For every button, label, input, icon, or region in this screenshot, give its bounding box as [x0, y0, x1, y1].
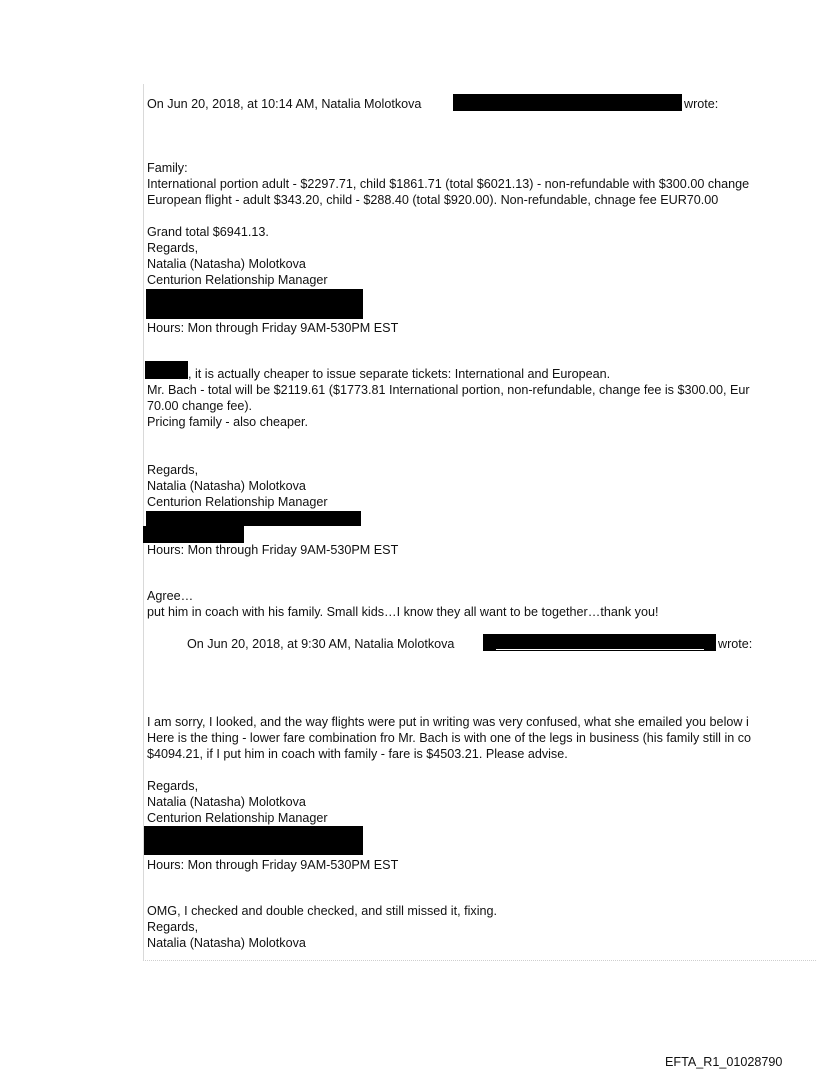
email-1-header-suffix: wrote:	[684, 97, 719, 111]
lower-fare-line: Here is the thing - lower fare combination fro Mr. Bach is with one of the legs in business (his family still in co	[147, 731, 752, 745]
email-1-hours: Hours: Mon through Friday 9AM-530PM EST	[147, 321, 399, 335]
bach-total-line-1: Mr. Bach - total will be $2119.61 ($1773.81 International portion, non-refundable, change fee is $300.00, Eur	[147, 383, 750, 397]
redaction-underline-artifact	[496, 649, 704, 650]
redaction-signature-contact-3	[144, 826, 363, 855]
international-portion-line: International portion adult - $2297.71, child $1861.71 (total $6021.13) - non-refundable with $300.00 change	[147, 177, 750, 191]
agree-line: Agree…	[147, 589, 194, 603]
email-2-regards: Regards,	[147, 463, 199, 477]
document-id-footer: EFTA_R1_01028790	[665, 1055, 783, 1069]
pricing-family-line: Pricing family - also cheaper.	[147, 415, 308, 429]
email-2-signature-name: Natalia (Natasha) Molotkova	[147, 479, 306, 493]
redaction-recipient-name	[145, 361, 188, 379]
european-flight-line: European flight - adult $343.20, child - $288.40 (total $920.00). Non-refundable, chnage fee EUR70.00	[147, 193, 719, 207]
email-2-hours: Hours: Mon through Friday 9AM-530PM EST	[147, 543, 399, 557]
quoted-header-prefix: On Jun 20, 2018, at 9:30 AM, Natalia Molotkova	[187, 637, 455, 651]
email-1-signature-title: Centurion Relationship Manager	[147, 273, 328, 287]
confused-flights-line: I am sorry, I looked, and the way flights were put in writing was very confused, what she emailed you below i	[147, 715, 749, 729]
grand-total-line: Grand total $6941.13.	[147, 225, 269, 239]
email-2-signature-title: Centurion Relationship Manager	[147, 495, 328, 509]
redaction-signature-contact-2a	[146, 511, 361, 526]
email-1-signature-name: Natalia (Natasha) Molotkova	[147, 257, 306, 271]
separate-tickets-line: , it is actually cheaper to issue separate tickets: International and European.	[188, 367, 611, 381]
email-1-header-prefix: On Jun 20, 2018, at 10:14 AM, Natalia Molotkova	[147, 97, 422, 111]
redaction-signature-contact-1	[146, 289, 363, 319]
email-5-regards: Regards,	[147, 920, 199, 934]
email-4-regards: Regards,	[147, 779, 199, 793]
fare-advise-line: $4094.21, if I put him in coach with family - fare is $4503.21. Please advise.	[147, 747, 568, 761]
omg-fixing-line: OMG, I checked and double checked, and still missed it, fixing.	[147, 904, 497, 918]
email-4-hours: Hours: Mon through Friday 9AM-530PM EST	[147, 858, 399, 872]
coach-with-family-line: put him in coach with his family. Small kids…I know they all want to be together…thank you!	[147, 605, 659, 619]
email-4-signature-name: Natalia (Natasha) Molotkova	[147, 795, 306, 809]
email-4-signature-title: Centurion Relationship Manager	[147, 811, 328, 825]
redaction-signature-contact-2b	[143, 526, 244, 543]
family-label: Family:	[147, 161, 188, 175]
email-5-signature-name: Natalia (Natasha) Molotkova	[147, 936, 306, 950]
bach-total-line-2: 70.00 change fee).	[147, 399, 253, 413]
email-1-regards: Regards,	[147, 241, 199, 255]
quoted-header-suffix: wrote:	[718, 637, 753, 651]
redaction-email-address-1	[453, 94, 682, 111]
